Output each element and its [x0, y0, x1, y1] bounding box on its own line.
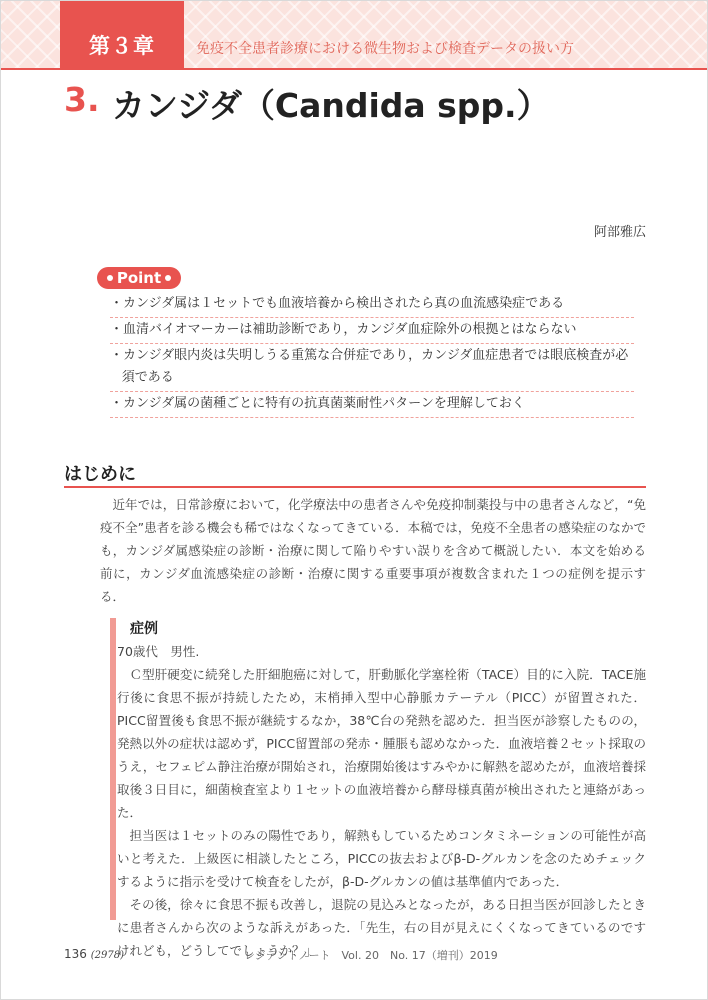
case-body: [117, 640, 646, 962]
case-title: 症例: [130, 621, 158, 637]
case-paragraph: その後，徐々に食思不振も改善し，退院の見込みとなったが，ある日担当医が回診したときに患者さんから次のような訴えがあった．「先生，右の目が見えにくくなってきているのですけれども，どうしてでしょうか？」: [117, 897, 646, 958]
bullet-dot-icon: [107, 275, 113, 281]
author-name: 阿部雅広: [593, 225, 646, 240]
point-item: ・カンジダ眼内炎は失明しうる重篤な合併症であり，カンジダ血症患者では眼底検査が必須である: [110, 344, 634, 392]
point-badge: [97, 267, 181, 289]
point-badge-label: Point: [116, 269, 162, 287]
section-heading: はじめに: [64, 464, 136, 485]
page-number-alt: (2978): [90, 950, 124, 961]
case-patient: 70歳代 男性.: [117, 644, 200, 659]
point-item: ・血清バイオマーカーは補助診断であり，カンジダ血症除外の根拠とはならない: [110, 318, 634, 344]
journal-citation: レジデントノート Vol. 20 No. 17（増刊）2019: [244, 949, 498, 962]
bullet-dot-icon: [165, 275, 171, 281]
case-paragraph: Ｃ型肝硬変に続発した肝細胞癌に対して，肝動脈化学塞栓術（TACE）目的に入院．TACE施行後に食思不振が持続したため，末梢挿入型中心静脈カテーテル（PICC）が留置された．PICC留置後も食思不振が継続するなか，38℃台の発熱を認めた．担当医が診察したものの，発熱以外の症状は認めず，PICC留置部の発赤・腫脹も認めなかった．血液培養２セット採取のうえ，セフェピム静注治療が開始され，治療開始後はすみやかに解熱を認めたが，血液培養採取後３日目に，細菌検査室より１セットの血液培養から酵母様真菌が検出されたと連絡があった．: [117, 667, 646, 820]
page-number-value: 136: [64, 947, 87, 961]
intro-paragraph: 近年では，日常診療において，化学療法中の患者さんや免疫抑制薬投与中の患者さんなど，“免疫不全”患者を診る機会も稀ではなくなってきている．本稿では，免疫不全患者の感染症のなかでも，カンジダ属感染症の診断・治療に関して陥りやすい誤りを含めて概説したい．本文を始める前に，カンジダ血流感染症の診断・治療に関する重要事項が複数含まれた１つの症例を提示する．: [100, 497, 646, 604]
header-divider: [0, 68, 708, 70]
point-item: ・カンジダ属は１セットでも血液培養から検出されたら真の血流感染症である: [110, 292, 634, 318]
section-divider: [64, 486, 646, 488]
case-accent-bar: [110, 618, 116, 920]
point-list: [110, 292, 634, 418]
page-title: カンジダ（Candida spp.）: [112, 86, 550, 125]
point-item: ・カンジダ属の菌種ごとに特有の抗真菌薬耐性パターンを理解しておく: [110, 392, 634, 418]
section-number: 3.: [64, 80, 100, 119]
chapter-label: 第３章: [89, 34, 155, 58]
case-paragraph: 担当医は１セットのみの陽性であり，解熱もしているためコンタミネーションの可能性が高いと考えた．上級医に相談したところ，PICCの抜去およびβ-D-グルカンを念のためチェックするように指示を受けて検査をしたが，β-D-グルカンの値は基準値内であった．: [117, 828, 646, 889]
chapter-subtitle: 免疫不全患者診療における微生物および検査データの扱い方: [196, 41, 574, 57]
page-number: [64, 947, 124, 961]
